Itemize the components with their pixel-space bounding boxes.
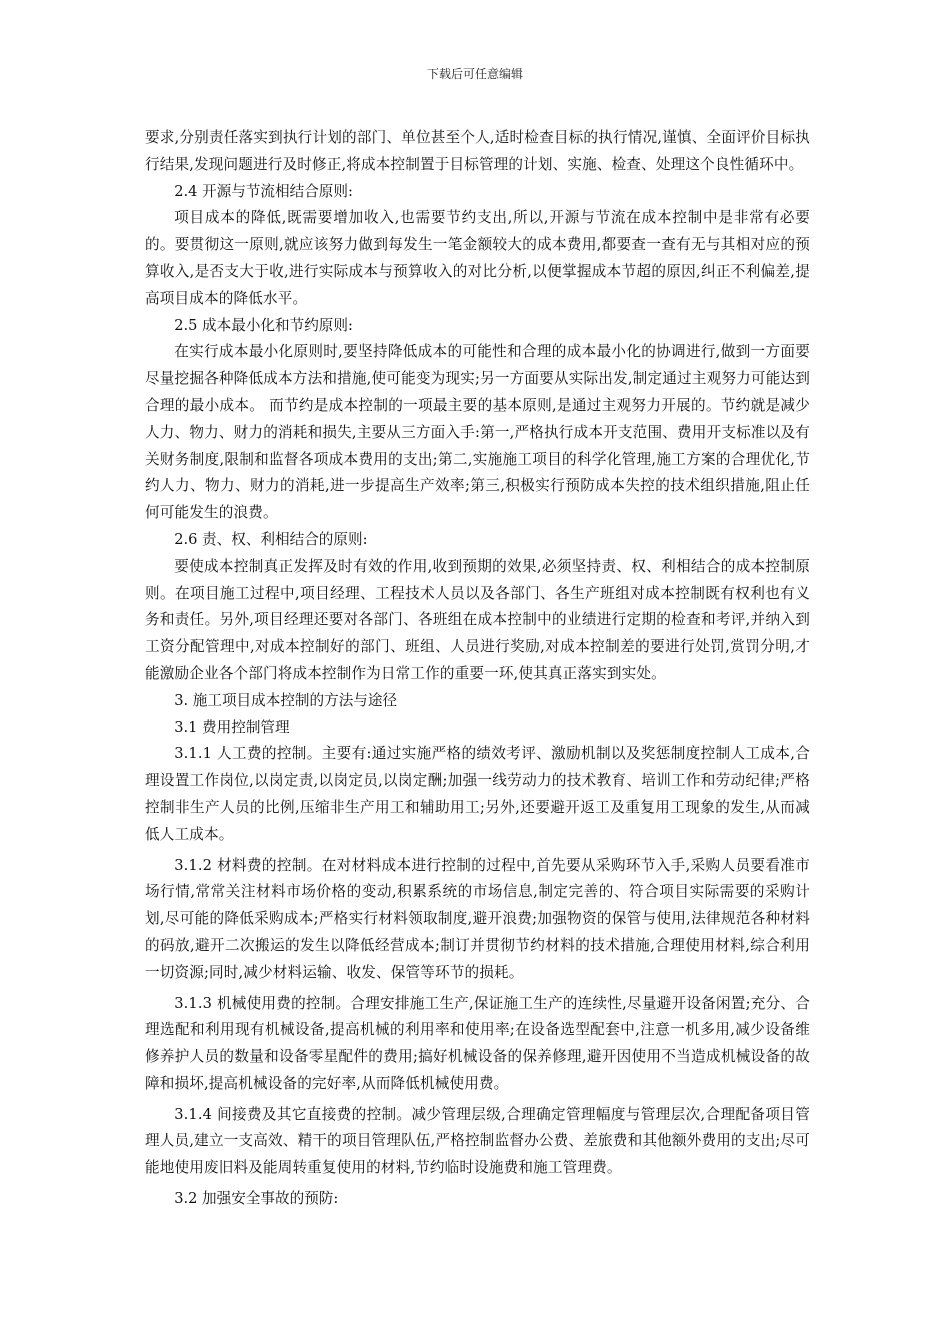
section-heading-3: 3. 施工项目成本控制的方法与途径 — [174, 691, 398, 709]
paragraph-2-4: 项目成本的降低,既需要增加收入,也需要节约支出,所以,开源与节流在成本控制中是非常有必要的。要贯彻这一原则,就应该努力做到每发生一笔金额较大的成本费用,都要查一查有无与其相对应的预算收入,是否支大于收,进行实际成本与预算收入的对比分析,以便掌握成本节超的原因,纠正不利偏差,提高项目成本的降低水平。 — [145, 209, 810, 307]
paragraph-3-1-4: 3.1.4 间接费及其它直接费的控制。减少管理层级,合理确定管理幅度与管理层次,合理配备项目管理人员,建立一支高效、精干的项目管理队伍,严格控制监督办公费、差旅费和其他额外费用的支出;尽可能地使用废旧料及能周转重复使用的材料,节约临时设施费和施工管理费。 — [145, 1105, 810, 1177]
paragraph-continuation: 要求,分别责任落实到执行计划的部门、单位甚至个人,适时检查目标的执行情况,谨慎、全面评价目标执行结果,发现问题进行及时修正,将成本控制置于目标管理的计划、实施、检查、处理这个良性循环中。 — [145, 129, 810, 173]
section-heading-2-6: 2.6 责、权、利相结合的原则: — [174, 530, 368, 548]
paragraph-3-1-1: 3.1.1 人工费的控制。主要有:通过实施严格的绩效考评、激励机制以及奖惩制度控制人工成本,合理设置工作岗位,以岗定责,以岗定员,以岗定酬;加强一线劳动力的技术教育、培训工作和劳动纪律;严格控制非生产人员的比例,压缩非生产用工和辅助用工;另外,还要避开返工及重复用工现象的发生,从而减低人工成本。 — [145, 745, 810, 843]
paragraph-2-5: 在实行成本最小化原则时,要坚持降低成本的可能性和合理的成本最小化的协调进行,做到一方面要尽量挖掘各种降低成本方法和措施,使可能变为现实;另一方面要从实际出发,制定通过主观努力可能达到合理的最小成本。 而节约是成本控制的一项最主要的基本原则,是通过主观努力开展的。节约就是减少人力、物力、财力的消耗和损失,主要从三方面入手:第一,严格执行成本开支范围、费用开支标准以及有关财务制度,限制和监督各项成本费用的支出;第二,实施施工项目的科学化管理,施工方案的合理优化,节约人力、物力、财力的消耗,进一步提高生产效率;第三,积极实行预防成本失控的技术组织措施,阻止任何可能发生的浪费。 — [145, 343, 810, 522]
section-heading-2-4: 2.4 开源与节流相结合原则: — [174, 182, 353, 200]
section-heading-2-5: 2.5 成本最小化和节约原则: — [174, 316, 353, 334]
page-header: 下载后可任意编辑 — [426, 67, 523, 81]
section-heading-3-1: 3.1 费用控制管理 — [174, 718, 290, 736]
paragraph-3-1-3: 3.1.3 机械使用费的控制。合理安排施工生产,保证施工生产的连续性,尽量避开设备闲置;充分、合理选配和利用现有机械设备,提高机械的利用率和使用率;在设备选型配套中,注意一机多用,减少设备维修养护人员的数量和设备零星配件的费用;搞好机械设备的保养修理,避开因使用不当造成机械设备的故障和损坏,提高机械设备的完好率,从而降低机械使用费。 — [145, 994, 810, 1092]
paragraph-3-1-2: 3.1.2 材料费的控制。在对材料成本进行控制的过程中,首先要从采购环节入手,采购人员要看准市场行情,常常关注材料市场价格的变动,积累系统的市场信息,制定完善的、符合项目实际需要的采购计划,尽可能的降低采购成本;严格实行材料领取制度,避开浪费;加强物资的保管与使用,法律规范各种材料的码放,避开二次搬运的发生以降低经营成本;制订并贯彻节约材料的技术措施,合理使用材料,综合利用一切资源;同时,减少材料运输、收发、保管等环节的损耗。 — [145, 856, 810, 981]
document-body — [145, 125, 810, 1213]
paragraph-2-6: 要使成本控制真正发挥及时有效的作用,收到预期的效果,必须坚持责、权、利相结合的成本控制原则。在项目施工过程中,项目经理、工程技术人员以及各部门、各生产班组对成本控制既有权利也有义务和责任。另外,项目经理还要对各部门、各班组在成本控制中的业绩进行定期的检查和考评,并纳入到工资分配管理中,对成本控制好的部门、班组、人员进行奖励,对成本控制差的要进行处罚,赏罚分明,才能激励企业各个部门将成本控制作为日常工作的重要一环,使其真正落实到实处。 — [145, 557, 810, 682]
section-heading-3-2: 3.2 加强安全事故的预防: — [174, 1190, 339, 1208]
